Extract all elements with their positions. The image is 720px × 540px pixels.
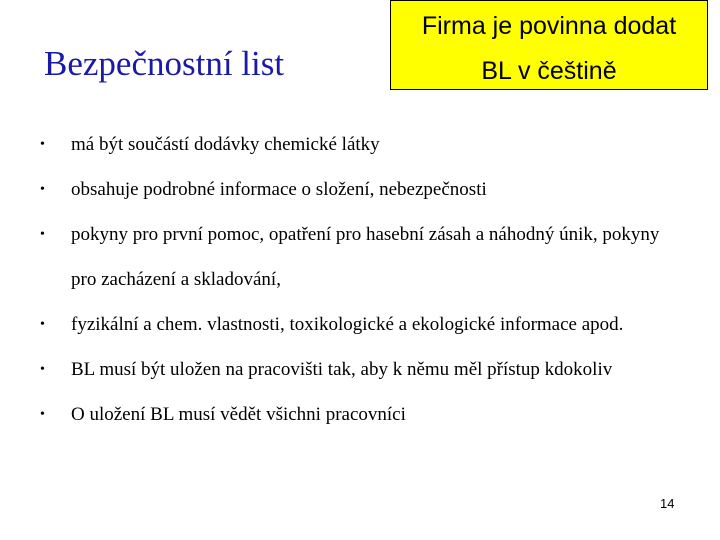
bullet-text: O uložení BL musí vědět všichni pracovníci — [71, 404, 406, 425]
page-number: 14 — [660, 496, 675, 511]
bullet-dot-icon: • — [40, 317, 45, 332]
bullet-dot-icon: • — [40, 407, 45, 422]
bullet-text: obsahuje podrobné informace o složení, nebezpečnosti — [71, 179, 487, 200]
bullet-text: má být součástí dodávky chemické látky — [71, 134, 380, 155]
slide-title: Bezpečnostní list — [44, 44, 285, 83]
bullet-text: pokyny pro první pomoc, opatření pro hasební zásah a náhodný únik, pokyny pro zacházení a skladování, — [71, 224, 660, 290]
bullet-dot-icon: • — [40, 227, 45, 242]
bullet-item — [40, 400, 680, 445]
bullet-dot-icon: • — [40, 362, 45, 377]
bullet-text: fyzikální a chem. vlastnosti, toxikologické a ekologické informace apod. — [71, 314, 624, 335]
bullet-item — [40, 220, 680, 310]
callout-line-1: Firma je povinna dodat — [421, 12, 677, 40]
bullet-dot-icon: • — [40, 137, 45, 152]
callout-line-2: BL v češtině — [481, 57, 617, 85]
callout-box — [390, 0, 708, 90]
bullet-list — [40, 130, 680, 445]
bullet-dot-icon: • — [40, 182, 45, 197]
bullet-text: BL musí být uložen na pracovišti tak, aby k němu měl přístup kdokoliv — [71, 359, 613, 380]
